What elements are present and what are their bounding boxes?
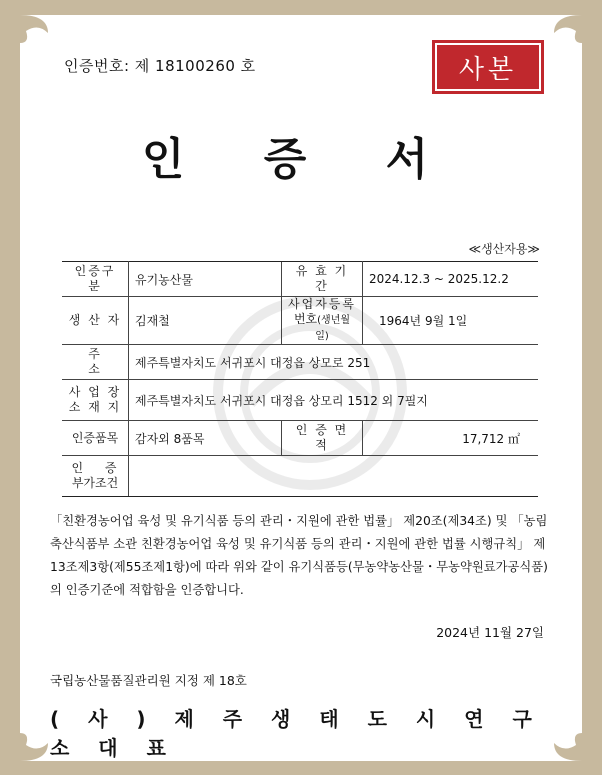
certificate-title: 인 증 서 xyxy=(141,134,461,185)
regno-label-line2: 번호 xyxy=(293,312,318,326)
table-row xyxy=(62,297,538,345)
certificate-paper xyxy=(20,15,582,761)
table-row xyxy=(62,456,538,497)
conditions-label-line2: 부가조건 xyxy=(71,476,119,490)
regno-label-small: (생년월일) xyxy=(315,315,351,342)
issue-date: 2024년 11월 27일 xyxy=(436,625,544,640)
table-row xyxy=(62,345,538,380)
site-label-line1: 사 업 장 xyxy=(68,385,122,399)
site-value: 제주특별자치도 서귀포시 대정읍 상모리 1512 외 7필지 xyxy=(129,380,539,421)
cert-type-value: 유기농산물 xyxy=(129,262,282,297)
address-label: 주 소 xyxy=(62,345,129,380)
copy-stamp-text: 사본 xyxy=(437,45,539,89)
certificate-number xyxy=(64,55,256,76)
area-label: 인 증 면 적 xyxy=(282,421,363,456)
certificate-info-table xyxy=(62,261,538,497)
conditions-value xyxy=(129,456,539,497)
table-row xyxy=(62,380,538,421)
address-value: 제주특별자치도 서귀포시 대정읍 상모로 251 xyxy=(129,345,539,380)
designation-number: 국립농산물품질관리원 지정 제 18호 xyxy=(50,673,247,688)
corner-ornament-top-left xyxy=(18,13,58,53)
producer-label: 생 산 자 xyxy=(62,297,129,345)
table-row xyxy=(62,262,538,297)
table-row xyxy=(62,421,538,456)
site-label-line2: 소 재 지 xyxy=(68,400,122,414)
regno-value: 1964년 9월 1일 xyxy=(363,297,539,345)
corner-ornament-top-right xyxy=(544,13,584,53)
validity-value: 2024.12.3 ~ 2025.12.2 xyxy=(363,262,539,297)
site-label xyxy=(62,380,129,421)
certificate-number-label: 인증번호: xyxy=(64,57,130,75)
copy-stamp xyxy=(432,40,544,94)
issuer-name: ( 사 ) 제 주 생 태 도 시 연 구 소 대 표 xyxy=(50,707,543,760)
conditions-label-line1: 인 증 xyxy=(71,461,119,475)
certificate-number-value: 제 18100260 호 xyxy=(134,57,256,75)
items-label: 인증품목 xyxy=(62,421,129,456)
area-value: 17,712 ㎡ xyxy=(363,421,539,456)
conditions-label xyxy=(62,456,129,497)
validity-label: 유 효 기 간 xyxy=(282,262,363,297)
regno-label xyxy=(282,297,363,345)
certification-statement: 「친환경농어업 육성 및 유기식품 등의 관리・지원에 관한 법률」 제20조(제34조) 및 「농림축산식품부 소관 친환경농어업 육성 및 유기식품 등의 관리・지원에 관한 법률 시행규칙」 제13조제3항(제55조제1항)에 따라 위와 같이 유기식품등(무농약농산물・무농약원료가공식품)의 인증기준에 적합함을 인증합니다. xyxy=(50,514,548,597)
producer-value: 김재철 xyxy=(129,297,282,345)
items-value: 감자외 8품목 xyxy=(129,421,282,456)
certificate-purpose: ≪생산자용≫ xyxy=(468,242,540,256)
regno-label-line1: 사업자등록 xyxy=(288,297,356,311)
cert-type-label: 인증구분 xyxy=(62,262,129,297)
